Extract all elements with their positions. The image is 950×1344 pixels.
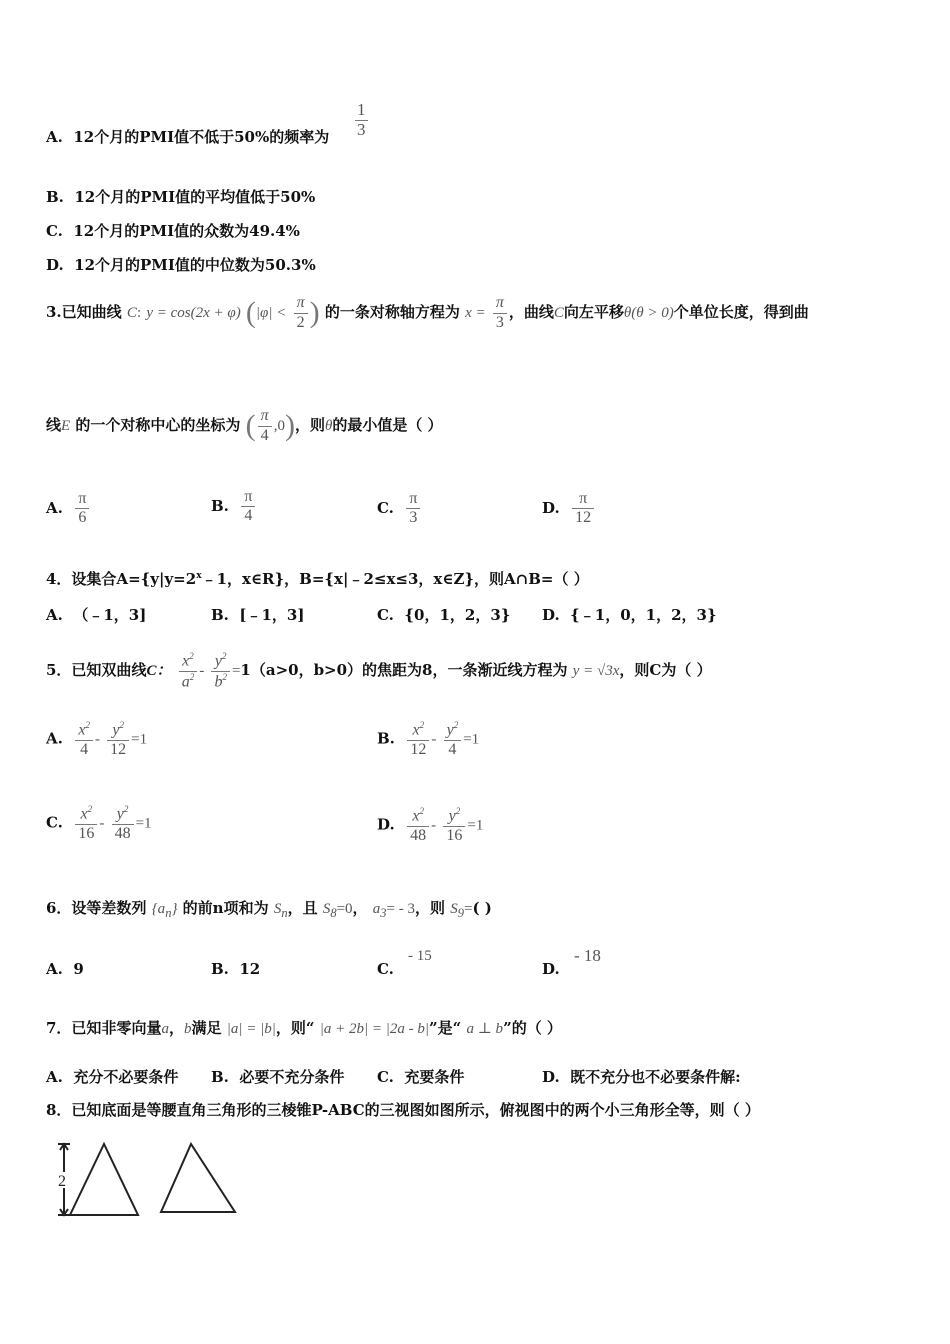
dimension-label: 2: [58, 1173, 66, 1190]
q6-option-d[interactable]: D.: [542, 960, 560, 978]
q4-option-c[interactable]: C. {0，1，2，3}: [377, 606, 511, 624]
q3-stem-line1: 3.已知曲线 C: y = cos(2x + φ) (|φ| < $\frac{\pi}{2}$ ) 的一条对称轴方程为 x = $\frac{\pi}{3}$ ，曲线C向左平移θ(θ > 0)个单位长度，得到曲: [46, 294, 809, 331]
q3-stem-line2: 线E 的一个对称中心的坐标为 ( $\frac{\pi}{4}$ ,0)，则θ的最小值是（ ）: [46, 407, 443, 444]
q5-stem: 5．已知双曲线C： $\frac{x^2}{a^2}$ - $\frac{y^2}{b^2}$ =1（a>0，b>0）的焦距为8，一条渐近线方程为 y = √3x，则C为（ ）: [46, 650, 712, 690]
q2-option-a-fraction: 1 3: [357, 100, 366, 139]
q4-option-b[interactable]: B. [﹣1，3]: [211, 606, 305, 624]
q5-option-b[interactable]: B. $\frac{x^2}{12}$ - $\frac{y^2}{4}$ =1: [377, 720, 480, 758]
q2-option-c[interactable]: C. 12个月的PMI值的众数为49.4%: [46, 222, 300, 240]
q2-option-b[interactable]: B. 12个月的PMI值的平均值低于50%: [46, 188, 316, 206]
side-view-triangle: [161, 1144, 235, 1212]
q6-option-c[interactable]: C.: [377, 960, 394, 978]
q7-option-c[interactable]: C. 充要条件: [377, 1068, 465, 1086]
q2-option-a[interactable]: A. 12个月的PMI值不低于50%的频率为: [46, 128, 330, 146]
q6-option-c-value: - 15: [408, 948, 432, 964]
q5-option-c[interactable]: C. $\frac{x^2}{16}$ - $\frac{y^2}{48}$ =1: [46, 804, 152, 842]
q5-option-a[interactable]: A. $\frac{x^2}{4}$ - $\frac{y^2}{12}$ =1: [46, 720, 148, 758]
q4-option-a[interactable]: A. （﹣1，3]: [46, 606, 147, 624]
q6-option-d-value: - 18: [574, 946, 601, 965]
q7-option-a[interactable]: A. 充分不必要条件: [46, 1068, 179, 1086]
q3-option-d[interactable]: D. $\frac{\pi}{12}$: [542, 490, 596, 528]
q6-option-b[interactable]: B. 12: [211, 960, 261, 978]
q3-option-a[interactable]: A. $\frac{\pi}{6}$: [46, 490, 91, 528]
q5-option-d[interactable]: D. $\frac{x^2}{48}$ - $\frac{y^2}{16}$ =1: [377, 806, 484, 844]
q6-option-a[interactable]: A. 9: [46, 960, 84, 978]
q3-option-c[interactable]: C. $\frac{\pi}{3}$: [377, 490, 422, 528]
q4-option-d[interactable]: D. {﹣1，0，1，2，3}: [542, 606, 717, 624]
q7-stem: 7．已知非零向量a，b满足 |a| = |b|，则“ |a + 2b| = |2a - b|”是“ a ⊥ b”的（ ）: [46, 1019, 562, 1037]
front-view-triangle: [70, 1144, 138, 1215]
q2-option-d[interactable]: D. 12个月的PMI值的中位数为50.3%: [46, 256, 316, 274]
q8-three-view-figure: [50, 1136, 250, 1226]
q4-stem: 4．设集合$A=\{y|y=2^x﹣1$，x∈R}，B={x|﹣2≤x≤3，x∈Z}，则A∩B=（ ）: [46, 570, 589, 588]
q3-option-b[interactable]: B. $\frac{\pi}{4}$: [211, 488, 257, 526]
q6-stem: 6．设等差数列 $\{a_n\}$ 的前n项和为 $S_n$，且 $S_8=0$， $a_3= - 3$，则 $S_9=$( ): [46, 899, 492, 920]
q7-option-b[interactable]: B. 必要不充分条件: [211, 1068, 345, 1086]
q7-option-d[interactable]: D. 既不充分也不必要条件解:: [542, 1068, 741, 1086]
q2-option-a-text: 12个月的PMI值不低于50%的频率为: [73, 128, 330, 146]
q8-stem: 8．已知底面是等腰直角三角形的三棱锥P-ABC的三视图如图所示，俯视图中的两个小三角形全等，则（ ）: [46, 1101, 760, 1119]
